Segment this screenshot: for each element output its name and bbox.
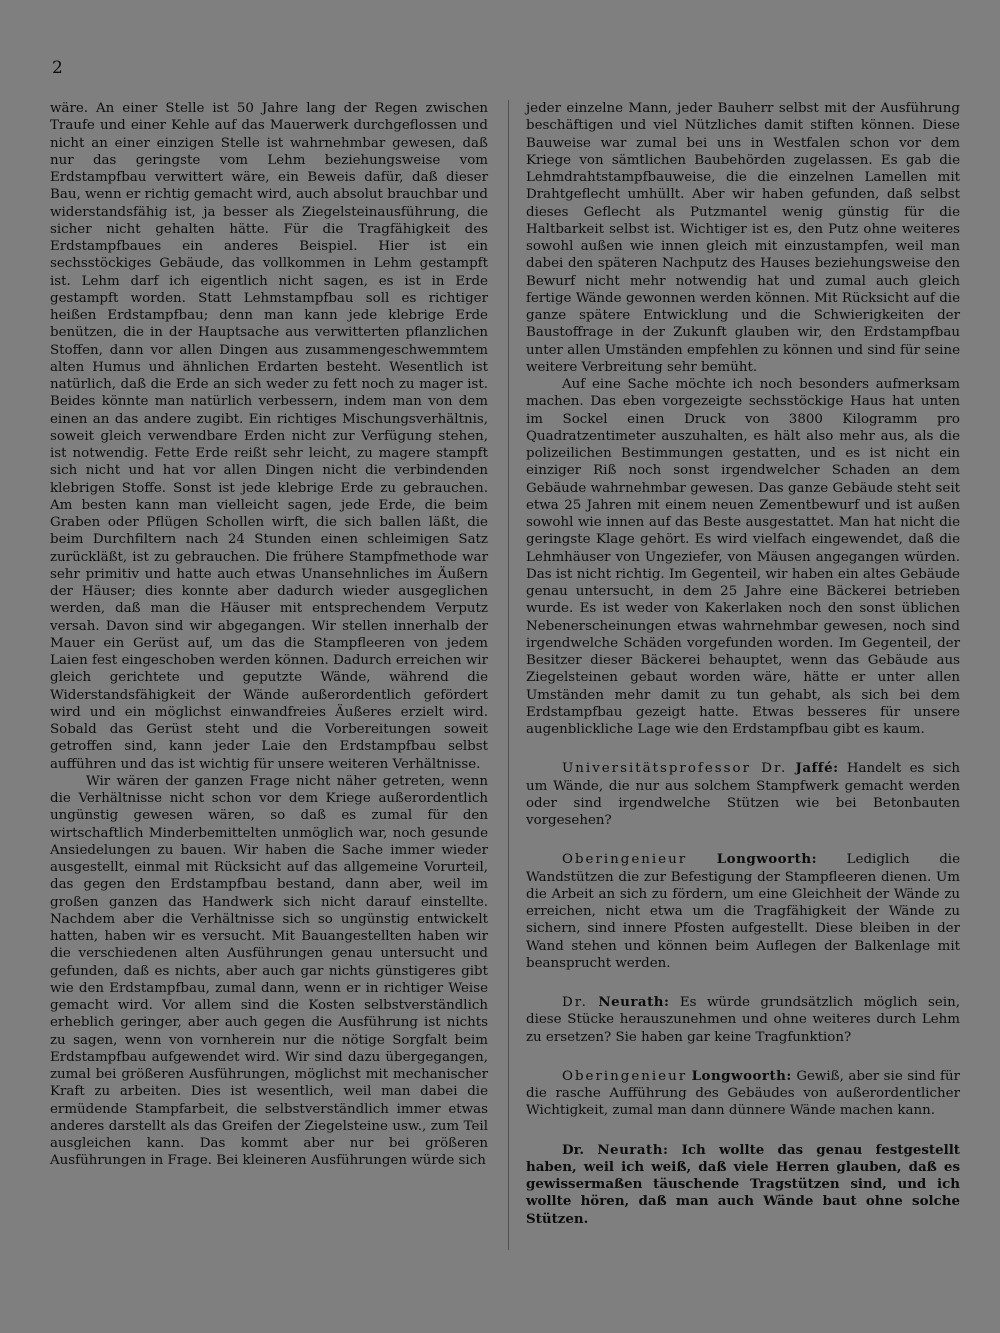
left-paragraph-1: wäre. An einer Stelle ist 50 Jahre lang der Regen zwischen Traufe und einer Kehle auf das Mauerwerk durchgeflossen und nicht an einer einzigen Stelle ist wahrnehmbar gewesen, daß nur das geringste vom Lehm beziehungsweise vom Erdstampfbau verwittert wäre, ein Beweis dafür, daß dieser Bau, wenn er richtig gemacht wird, auch absolut brauchbar und widerstandsfähig ist, ja besser als Ziegelsteinausführung, die sicher nicht gehalten hätte. Für die Tragfähigkeit des Erdstampfbaues ein anderes Beispiel. Hier ist ein sechsstöckiges Gebäude, das vollkommen in Lehm gestampft ist. Lehm darf ich eigentlich nicht sagen, es ist in Erde gestampft worden. Statt Lehmstampfbau soll es richtiger heißen Erdstampfbau; denn man kann jede klebrige Erde benützen, die in der Hauptsache aus verwitterten pflanzlichen Stoffen, dann vor allen Dingen aus zusammengeschwemmtem alten Humus und ähnlichen Erdarten besteht. Wesentlich ist natürlich, daß die Erde an sich weder zu fett noch zu mager ist. Beides könnte man natürlich verbessern, indem man von dem einen an das andere zugibt. Ein richtiges Mischungsverhältnis, soweit gleich verwendbare Erden nicht zur Verfügung stehen, ist notwendig. Fette Erde reißt sehr leicht, zu magere stampft sich nicht und hat vor allen Dingen nicht die verbindenden klebrigen Stoffe. Sonst ist jede klebrige Erde zu gebrauchen. Am besten kann man vielleicht sagen, jede Erde, die beim Graben oder Pflügen Schollen wirft, die sich ballen läßt, die beim Durchfiltern nach 24 Stunden einen schleimigen Satz zurückläßt, ist zu gebrauchen. Die frühere Stampfmethode war sehr primitiv und hatte auch etwas Unansehnliches im Äußern der Häuser; dies konnte aber dadurch wieder ausgeglichen werden, daß man die Häuser mit entsprechendem Verputz versah. Davon sind wir abgegangen. Wir stellen innerhalb der Mauer ein Gerüst auf, um das die Stampfleeren von jedem Laien fest eingeschoben werden können. Dadurch erreichen wir gleich gerichtete und geputzte Wände, während die Widerstandsfähigkeit der Wände außerordentlich gefördert wird und ein möglichst einwandfreies Äußeres erzielt wird. Sobald das Gerüst steht und die Vorbereitungen soweit getroffen sind, kann jeder Laie den Erdstampfbau selbst aufführen und das ist wichtig für unsere weiteren Verhältnisse.	[50, 101, 488, 772]
speaker-name: Neurath:	[598, 994, 670, 1010]
speaker-name: Neurath:	[597, 1141, 669, 1158]
left-column	[50, 100, 488, 1170]
exchange-text: Gewiß, aber sie sind für die rasche Aufführung des Gebäudes von außerordentlicher Wichtigkeit, zumal man dann dünnere Wände machen kann.	[526, 1068, 960, 1119]
right-paragraph-2: Auf eine Sache möchte ich noch besonders aufmerksam machen. Das eben vorgezeigte sechsstöckige Haus hat unten im Sockel einen Druck von 3800 Kilogramm pro Quadratzentimeter auszuhalten, es hält also mehr aus, als die polizeilichen Bestimmungen gestatten, und es ist nicht ein einziger Riß noch sonst irgendwelcher Schaden an dem Gebäude wahrnehmbar gewesen. Das ganze Gebäude steht seit etwa 25 Jahren mit einem neuen Zementbewurf und ist außen sowohl wie innen auf das Beste ausgestattet. Man hat nicht die geringste Klage gehört. Es wird vielfach eingewendet, daß die Lehmhäuser von Ungeziefer, von Mäusen angegangen würden. Das ist nicht richtig. Im Gegenteil, wir haben ein altes Gebäude genau untersucht, in dem 25 Jahre eine Bäckerei betrieben wurde. Es ist weder von Kakerlaken noch den sonst üblichen Nebenerscheinungen etwas wahrnehmbar gewesen, noch sind irgendwelche Schäden vorgefunden worden. Im Gegenteil, der Besitzer dieser Bäckerei behauptet, wenn das Gebäude aus Ziegelsteinen gebaut worden wäre, hätte er unter allen Umständen mehr damit zu tun gehabt, als sich bei dem Erdstampfbau gezeigt hatte. Etwas besseres für unsere augenblickliche Lage wie den Erdstampfbau gibt es kaum.	[526, 377, 960, 737]
speaker-title: Oberingenieur	[562, 852, 688, 868]
speaker-title: Dr.	[562, 1141, 585, 1158]
exchange-text: Es würde grundsätzlich möglich sein, diese Stücke herauszunehmen und ohne weiteres durch Lehm zu ersetzen? Sie haben gar keine Tragfunktion?	[526, 995, 960, 1045]
exchange-text: Lediglich die Wandstützen die zur Befestigung der Stampfleeren dienen. Um die Arbeit an sich zu fördern, um eine Gleichheit der Wände zu erreichen, nicht etwa um die Tragfähigkeit der Wände zu sichern, sind innere Pfosten aufgestellt. Diese bleiben in der Wand stehen und können beim Auflegen der Balkenlage mit beansprucht werden.	[526, 852, 960, 971]
exchange-longwoorth-2	[526, 1068, 960, 1120]
speaker-name: Longwoorth:	[691, 1067, 792, 1084]
speaker-title: Universitätsprofessor Dr.	[562, 761, 788, 777]
exchange-neurath-2	[526, 1142, 960, 1228]
speaker-name: Longwoorth:	[716, 851, 818, 868]
speaker-title: Dr.	[562, 995, 588, 1010]
speaker-title: Oberingenieur	[562, 1068, 688, 1084]
column-divider	[508, 100, 509, 1250]
exchange-jaffe	[526, 760, 960, 829]
exchange-neurath-1	[526, 994, 960, 1046]
page-number: 2	[52, 58, 63, 78]
right-paragraph-1: jeder einzelne Mann, jeder Bauherr selbst mit der Ausführung beschäftigen und viel Nützliches damit stiften können. Diese Bauweise war zumal bei uns in Westfalen schon vor dem Kriege von sämtlichen Baubehörden zugelassen. Es gab die Lehmdrahtstampfbauweise, die die einzelnen Lamellen mit Drahtgeflecht umhüllt. Aber wir haben gefunden, daß selbst dieses Geflecht als Putzmantel wenig günstig für die Haltbarkeit selbst ist. Wichtiger ist es, den Putz ohne weiteres sowohl außen wie innen gleich mit einzustampfen, weil man dabei den späteren Nachputz des Hauses beziehungsweise den Bewurf nicht mehr notwendig hat und zumal auch gleich fertige Wände gewonnen werden können. Mit Rücksicht auf die ganze spätere Entwicklung und die Schwierigkeiten der Baustoffrage in der Zukunft glauben wir, den Erdstampfbau unter allen Umständen empfehlen zu können und sind für seine weitere Verbreitung sehr bemüht.	[526, 101, 960, 375]
left-paragraph-2: Wir wären der ganzen Frage nicht näher getreten, wenn die Verhältnisse nicht schon vor dem Kriege außerordentlich ungünstig gewesen wären, so daß es zumal für den wirtschaftlich Minderbemittelten unmöglich war, noch gesunde Ansiedelungen zu bauen. Wir haben die Sache immer wieder ausgestellt, einmal mit Rücksicht auf das allgemeine Vorurteil, das gegen den Erdstampfbau bestand, dann aber, weil im großen ganzen das Handwerk sich nicht darauf einstellte. Nachdem aber die Verhältnisse sich so ungünstig entwickelt hatten, haben wir es versucht. Mit Bauangestellten haben wir die verschiedenen alten Ausführungen genau untersucht und gefunden, daß es nichts, aber auch gar nichts günstigeres gibt wie den Erdstampfbau, zumal dann, wenn er in richtiger Weise gemacht wird. Vor allem sind die Kosten selbstverständlich erheblich geringer, aber auch gegen die Ausführung ist nichts zu sagen, wenn von vornherein nur die nötige Sorgfalt beim Erdstampfbau aufgewendet wird. Wir sind dazu übergegangen, zumal bei größeren Ausführungen, möglichst mit mechanischer Kraft zu arbeiten. Dies ist wesentlich, weil man dabei die ermüdende Stampfarbeit, die selbstverständlich immer etwas anderes darstellt als das Greifen der Ziegelsteine usw., zum Teil ausgleichen kann. Das kommt aber nur bei größeren Ausführungen in Frage. Bei kleineren Ausführungen würde sich	[50, 773, 488, 1169]
exchange-longwoorth-1	[526, 851, 960, 972]
speaker-name: Jaffé:	[795, 760, 839, 777]
exchange-text: Ich wollte das genau festgestellt haben, weil ich weiß, daß viele Herren glauben, daß es gewissermaßen täuschende Tragstützen sind, und ich wollte hören, daß man auch Wände baut ohne solche Stützen.	[526, 1141, 960, 1227]
right-column	[526, 100, 960, 1228]
exchange-text: Handelt es sich um Wände, die nur aus solchem Stampfwerk gemacht werden oder sind irgendwelche Stützen wie bei Betonbauten vorgesehen?	[526, 761, 960, 828]
